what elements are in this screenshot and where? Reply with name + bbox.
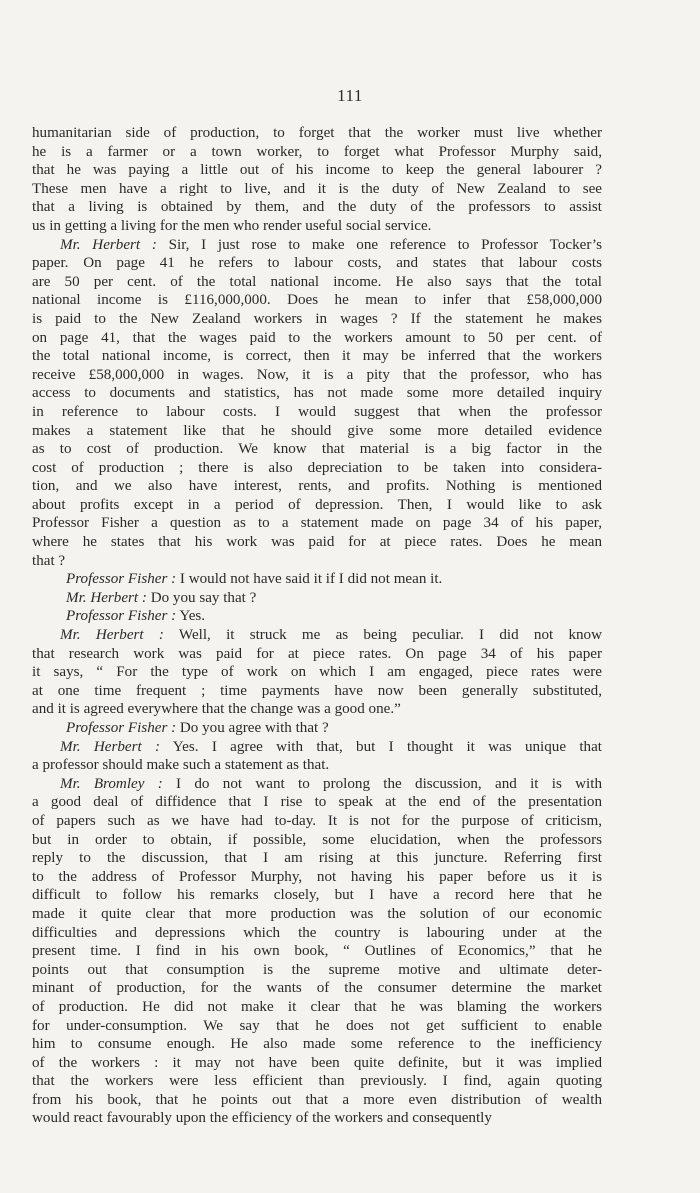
text-line bbox=[32, 979, 602, 998]
text-line bbox=[32, 775, 602, 794]
text-line bbox=[32, 849, 602, 868]
line-text: Well, it struck me as being peculiar. I did not know bbox=[163, 627, 602, 644]
text-line bbox=[32, 552, 602, 571]
text-line bbox=[32, 514, 602, 533]
text-line bbox=[32, 589, 602, 608]
line-text: I would not have said it if I did not mean it. bbox=[176, 571, 443, 588]
text-line bbox=[32, 1072, 602, 1091]
line-text: that he was paying a little out of his income to keep the general labourer ? bbox=[32, 162, 602, 179]
text-line bbox=[32, 143, 602, 162]
line-text: he is a farmer or a town worker, to forget what Professor Murphy said, bbox=[32, 143, 602, 160]
text-line bbox=[32, 440, 602, 459]
text-line bbox=[32, 1035, 602, 1054]
text-line bbox=[32, 347, 602, 366]
line-text: him to consume enough. He also made some reference to the inefficiency bbox=[32, 1036, 602, 1053]
text-line bbox=[32, 942, 602, 961]
text-line bbox=[32, 607, 602, 626]
line-text: Do you say that ? bbox=[146, 589, 257, 606]
line-text: I do not want to prolong the discussion, and it is with bbox=[162, 775, 602, 792]
line-text: that the workers were less efficient than previously. I find, again quoting bbox=[32, 1073, 602, 1090]
text-line bbox=[32, 384, 602, 403]
text-line bbox=[32, 198, 602, 217]
text-line bbox=[32, 477, 602, 496]
line-text: Sir, I just rose to make one reference to Professor Tocker’s bbox=[156, 236, 602, 253]
text-line bbox=[32, 961, 602, 980]
line-text: made it quite clear that more production was the solution of our economic bbox=[32, 905, 602, 922]
line-text: at one time frequent ; time payments have now been generally substituted, bbox=[32, 682, 602, 699]
text-line bbox=[32, 1054, 602, 1073]
text-line bbox=[32, 812, 602, 831]
text-line bbox=[32, 180, 602, 199]
line-text: us in getting a living for the men who render useful social service. bbox=[32, 217, 432, 234]
line-text: on page 41, that the wages paid to the workers amount to 50 per cent. of bbox=[32, 329, 602, 346]
line-text: that research work was paid for at piece rates. On page 34 of his paper bbox=[32, 645, 602, 662]
line-text: points out that consumption is the supreme motive and ultimate deter- bbox=[32, 961, 602, 978]
line-text: difficult to follow his remarks closely, but I have a record here that he bbox=[32, 887, 602, 904]
text-line bbox=[32, 756, 602, 775]
text-line bbox=[32, 217, 602, 236]
line-text: for under-consumption. We say that he does not get sufficient to enable bbox=[32, 1017, 602, 1034]
text-line bbox=[32, 645, 602, 664]
line-text: difficulties and depressions which the country is labouring under at the bbox=[32, 924, 602, 941]
text-line bbox=[32, 366, 602, 385]
line-text: in reference to labour costs. I would suggest that when the professor bbox=[32, 403, 602, 420]
speaker-name: Mr. Herbert : bbox=[60, 236, 157, 253]
line-text: Professor Fisher a question as to a statement made on page 34 of his paper, bbox=[32, 515, 602, 532]
line-text: of the workers : it may not have been quite definite, but it was implied bbox=[32, 1054, 602, 1071]
line-text: but in order to obtain, if possible, some elucidation, when the professors bbox=[32, 831, 602, 848]
line-text: that ? bbox=[32, 552, 66, 569]
body-text bbox=[32, 124, 602, 1128]
text-line bbox=[32, 886, 602, 905]
text-line bbox=[32, 1017, 602, 1036]
text-line bbox=[32, 496, 602, 515]
speaker-name: Professor Fisher : bbox=[66, 608, 177, 625]
text-line bbox=[32, 868, 602, 887]
text-line bbox=[32, 719, 602, 738]
text-line bbox=[32, 793, 602, 812]
line-text: about profits except in a period of depression. Then, I would like to ask bbox=[32, 496, 602, 513]
line-text: These men have a right to live, and it is the duty of New Zealand to see bbox=[32, 180, 602, 197]
line-text: receive £58,000,000 in wages. Now, it is a pity that the professor, who has bbox=[32, 366, 602, 383]
text-line bbox=[32, 291, 602, 310]
line-text: is paid to the New Zealand workers in wages ? If the statement he makes bbox=[32, 310, 602, 327]
text-line bbox=[32, 700, 602, 719]
text-line bbox=[32, 533, 602, 552]
text-line bbox=[32, 459, 602, 478]
line-text: makes a statement like that he should give some more detailed evidence bbox=[32, 422, 602, 439]
line-text: it says, “ For the type of work on which I am engaged, piece rates were bbox=[32, 664, 602, 681]
text-line bbox=[32, 998, 602, 1017]
line-text: and it is agreed everywhere that the change was a good one.” bbox=[32, 701, 401, 718]
text-line bbox=[32, 273, 602, 292]
line-text: where he states that his work was paid for at piece rates. Does he mean bbox=[32, 534, 602, 551]
text-line bbox=[32, 236, 602, 255]
text-line bbox=[32, 1109, 602, 1128]
line-text: as to cost of production. We know that material is a big factor in the bbox=[32, 441, 602, 458]
line-text: that a living is obtained by them, and the duty of the professors to assist bbox=[32, 199, 602, 216]
line-text: of papers such as we have had to-day. It is not for the purpose of criticism, bbox=[32, 812, 602, 829]
text-line bbox=[32, 682, 602, 701]
text-line bbox=[32, 663, 602, 682]
page-number: 111 bbox=[337, 86, 363, 105]
speaker-name: Mr. Herbert : bbox=[66, 589, 147, 606]
line-text: to the address of Professor Murphy, not having his paper before us it is bbox=[32, 868, 602, 885]
text-line bbox=[32, 905, 602, 924]
text-line bbox=[32, 161, 602, 180]
line-text: paper. On page 41 he refers to labour costs, and states that labour costs bbox=[32, 255, 602, 272]
text-line bbox=[32, 626, 602, 645]
text-line bbox=[32, 310, 602, 329]
line-text: are 50 per cent. of the total national income. He also says that the total bbox=[32, 273, 602, 290]
text-line bbox=[32, 738, 602, 757]
line-text: a good deal of diffidence that I rise to speak at the end of the presentation bbox=[32, 794, 602, 811]
line-text: present time. I find in his own book, “ Outlines of Economics,” that he bbox=[32, 943, 602, 960]
line-text: a professor should make such a statement as that. bbox=[32, 757, 330, 774]
line-text: Yes. I agree with that, but I thought it was unique that bbox=[160, 738, 602, 755]
line-text: reply to the discussion, that I am rising at this juncture. Referring first bbox=[32, 850, 602, 867]
speaker-name: Professor Fisher : bbox=[66, 720, 177, 736]
text-line bbox=[32, 1091, 602, 1110]
line-text: access to documents and statistics, has not made some more detailed inquiry bbox=[32, 385, 602, 402]
speaker-name: Mr. Herbert : bbox=[60, 738, 161, 755]
speaker-name: Mr. Herbert : bbox=[60, 627, 164, 644]
line-text: the total national income, is correct, then it may be inferred that the workers bbox=[32, 348, 602, 365]
line-text: national income is £116,000,000. Does he mean to infer that £58,000,000 bbox=[32, 292, 602, 309]
line-text: humanitarian side of production, to forget that the worker must live whether bbox=[32, 125, 602, 141]
line-text: from his book, that he points out that a more even distribution of wealth bbox=[32, 1091, 602, 1108]
line-text: of production. He did not make it clear that he was blaming the workers bbox=[32, 998, 602, 1015]
text-line bbox=[32, 924, 602, 943]
line-text: Yes. bbox=[176, 608, 206, 625]
line-text: minant of production, for the wants of the consumer determine the market bbox=[32, 980, 602, 997]
text-line bbox=[32, 831, 602, 850]
line-text: cost of production ; there is also depreciation to be taken into considera- bbox=[32, 459, 602, 476]
text-line bbox=[32, 124, 602, 143]
line-text: tion, and we also have interest, rents, and profits. Nothing is mentioned bbox=[32, 478, 602, 495]
speaker-name: Mr. Bromley : bbox=[60, 775, 163, 792]
text-line bbox=[32, 329, 602, 348]
text-line bbox=[32, 254, 602, 273]
text-line bbox=[32, 422, 602, 441]
line-text: Do you agree with that ? bbox=[176, 720, 329, 736]
line-text: would react favourably upon the efficiency of the workers and consequently bbox=[32, 1110, 492, 1127]
text-line bbox=[32, 570, 602, 589]
text-line bbox=[32, 403, 602, 422]
speaker-name: Professor Fisher : bbox=[66, 571, 177, 588]
